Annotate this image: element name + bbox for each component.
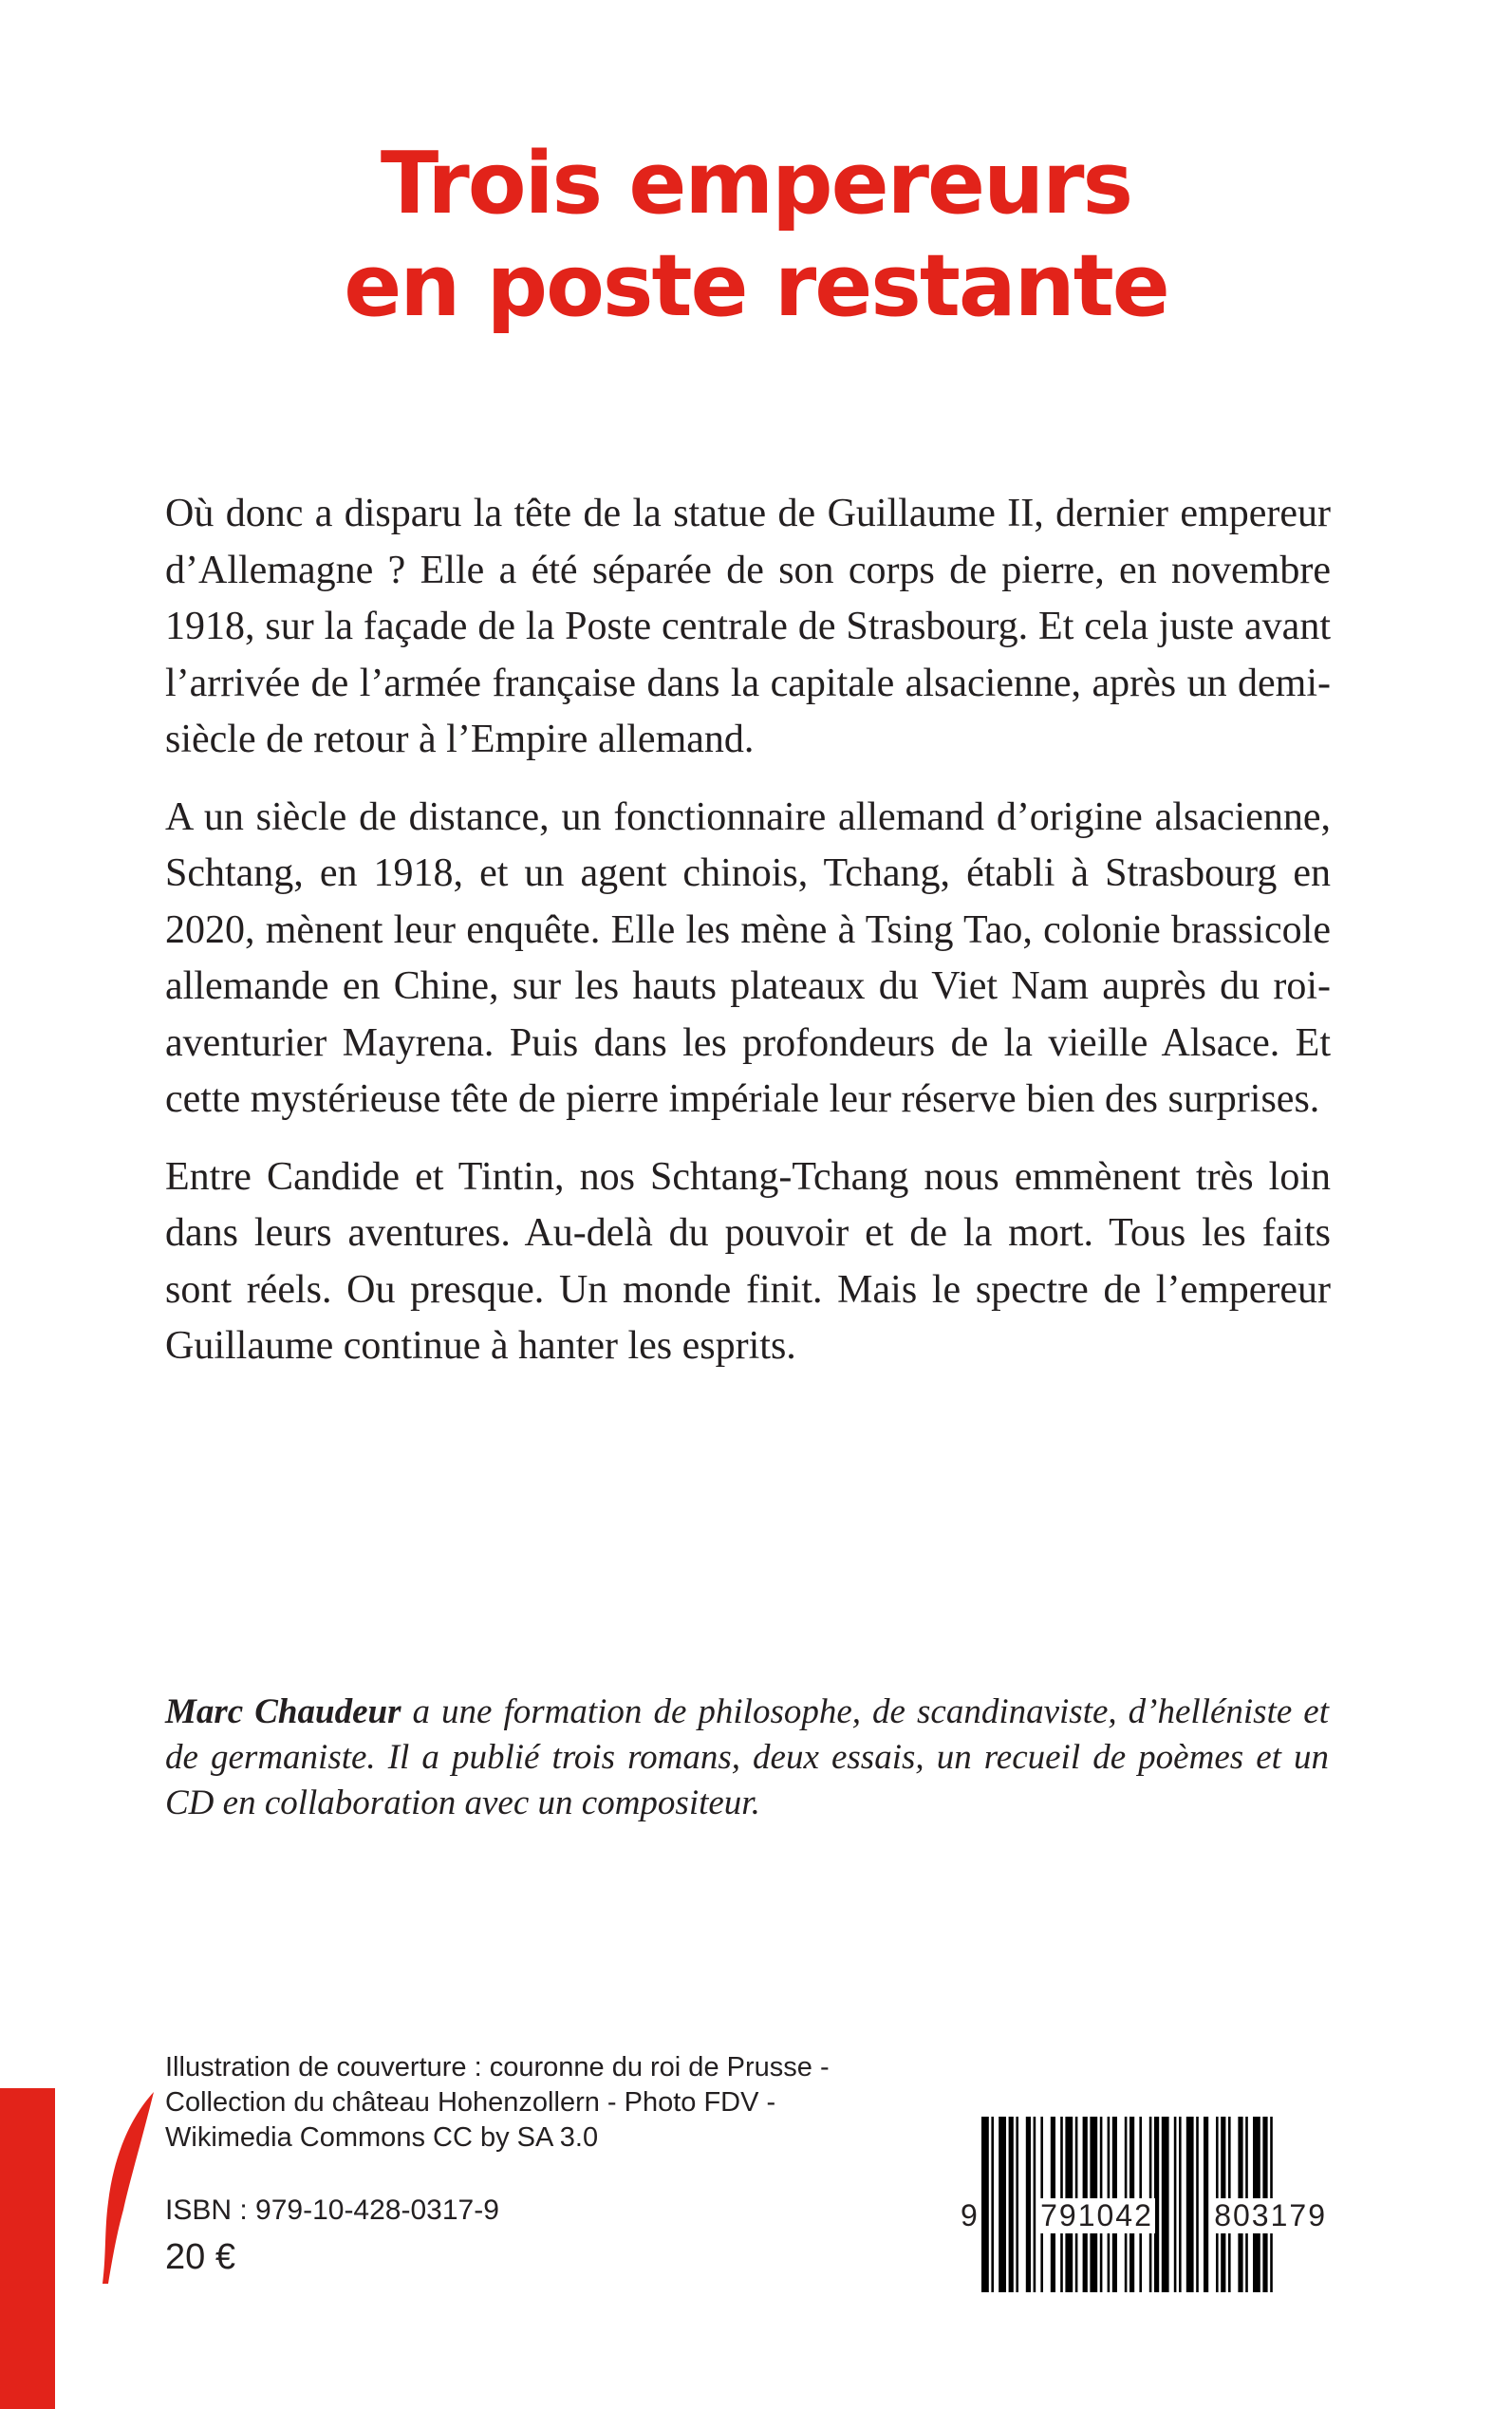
book-title-line-1: Trois empereurs xyxy=(380,134,1132,233)
book-title xyxy=(0,133,1512,338)
blurb-paragraph-2: A un siècle de distance, un fonctionnaire allemand d’origine alsacienne, Schtang, en 1918, et un agent chinois, Tchang, établi à Strasbourg en 2020, mènent leur enquête. Elle les mène à Tsing Tao, colonie brassicole allemande en Chine, sur les hauts plateaux du Viet Nam auprès du roi-aventurier Mayrena. Puis dans les profondeurs de la vieille Alsace. Et cette mystérieuse tête de pierre impériale leur réserve bien des surprises. xyxy=(165,794,1331,1121)
book-title-line-2: en poste restante xyxy=(344,236,1168,336)
isbn: ISBN : 979-10-428-0317-9 xyxy=(165,2194,499,2226)
barcode-digits xyxy=(959,2198,1329,2233)
publisher-red-band xyxy=(0,2088,55,2409)
cover-illustration-credits: Illustration de couverture : couronne du roi de Prusse - Collection du château Hohenzollern - Photo FDV - Wikimedia Commons CC by SA 3.0 xyxy=(165,2052,830,2153)
author-bio-text: a une formation de philosophe, de scandinaviste, d’helléniste et de germaniste. Il a publié trois romans, deux essais, un recueil de poèmes et un CD en collaboration avec un compositeur. xyxy=(165,1692,1330,1822)
author-name: Marc Chaudeur xyxy=(165,1692,401,1731)
barcode-digit-lead: 9 xyxy=(961,2198,980,2232)
author-bio xyxy=(165,1690,1329,1826)
price: 20 € xyxy=(165,2237,235,2277)
back-cover-blurb xyxy=(165,486,1331,1396)
blurb-paragraph-3: Entre Candide et Tintin, nos Schtang-Tchang nous emmènent très loin dans leurs aventures. Au-delà du pouvoir et de la mort. Tous les faits sont réels. Ou presque. Un monde finit. Mais le spectre de l’empereur Guillaume continue à hanter les esprits. xyxy=(165,1154,1331,1368)
barcode-digits-left: 791042 xyxy=(1040,2198,1153,2232)
blurb-paragraph-1: Où donc a disparu la tête de la statue de Guillaume II, dernier empereur d’Allemagne ? Elle a été séparée de son corps de pierre, en novembre 1918, sur la façade de la Poste centrale de Strasbourg. Et cela juste avant l’arrivée de l’armée française dans la capitale alsacienne, après un demi-siècle de retour à l’Empire allemand. xyxy=(165,492,1331,761)
barcode-digits-right: 803179 xyxy=(1214,2198,1327,2232)
publisher-feather-logo xyxy=(85,2088,161,2288)
